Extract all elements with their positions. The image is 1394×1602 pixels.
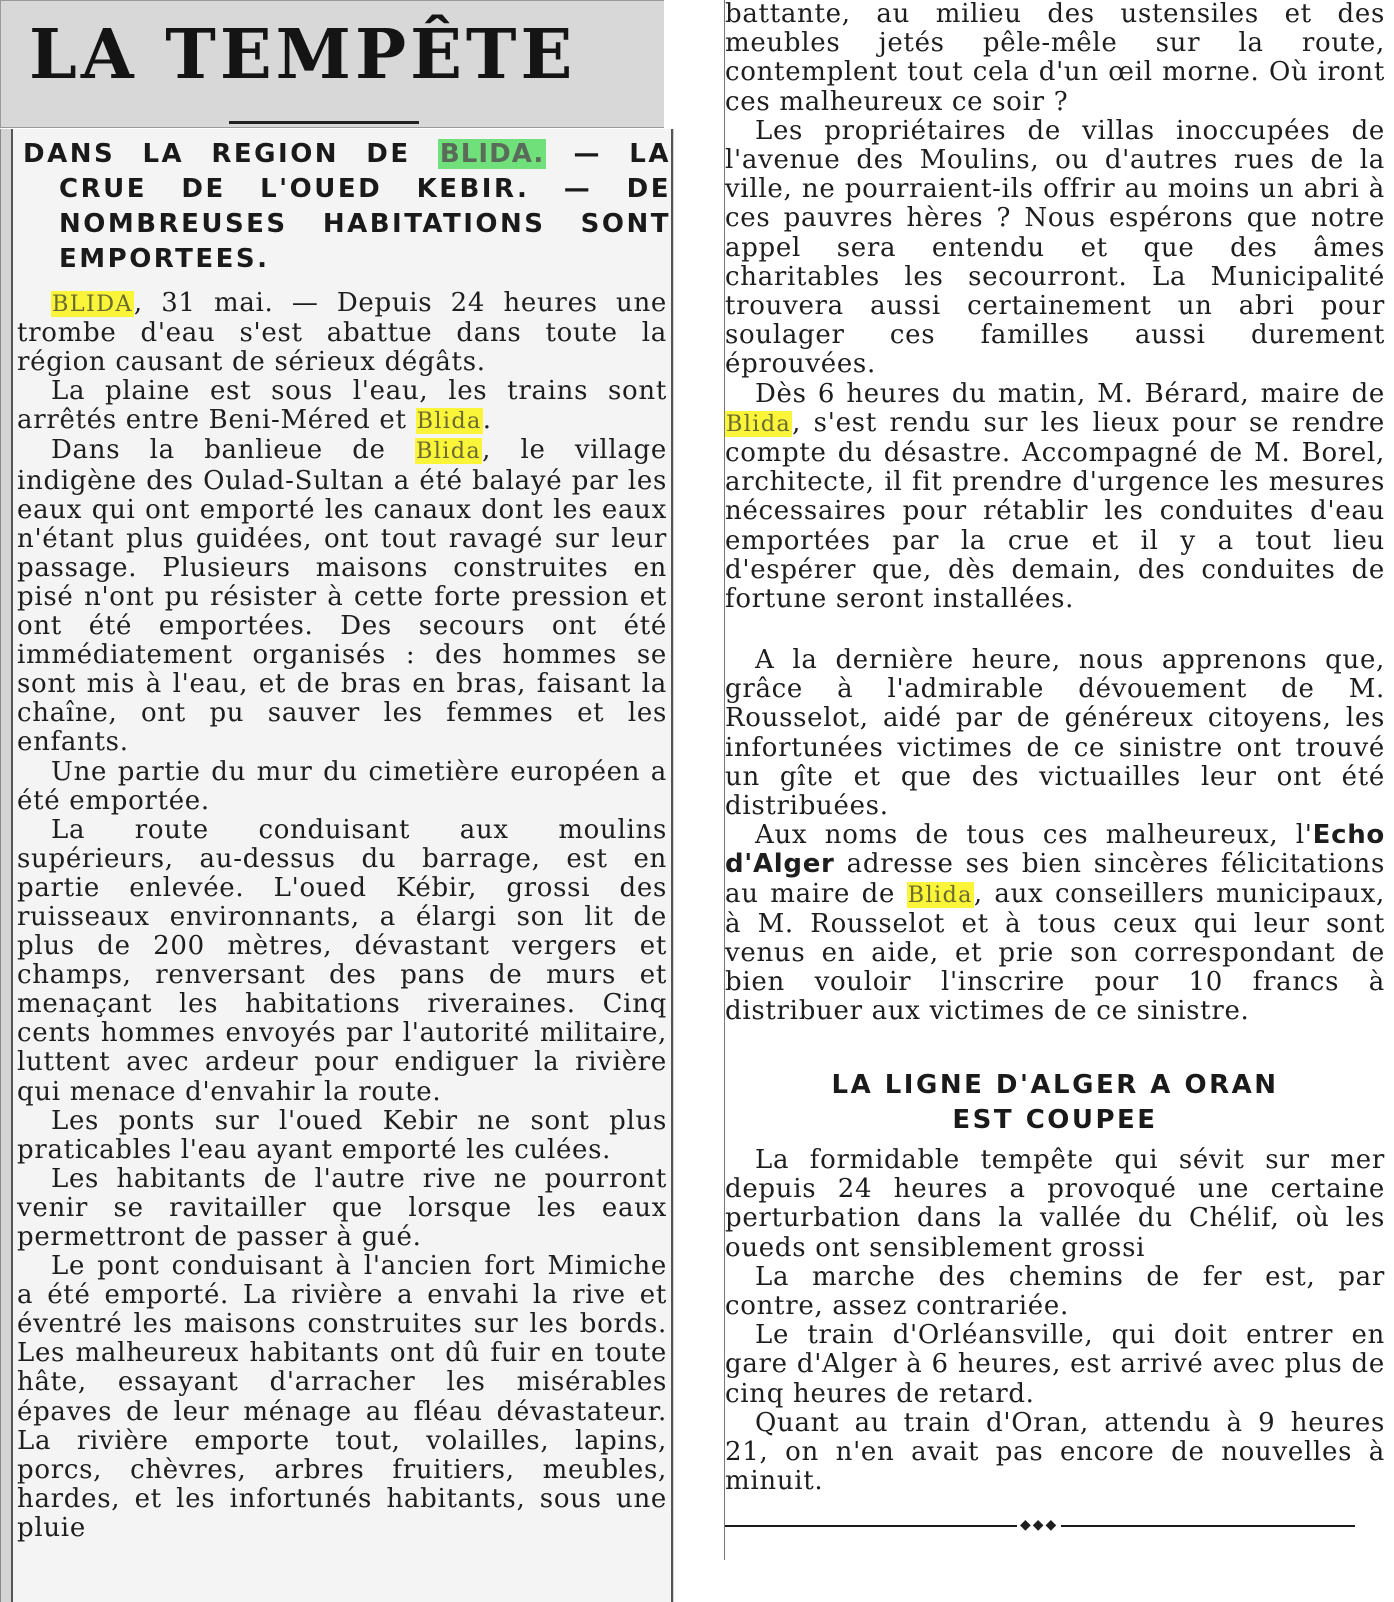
paragraph: La route conduisant aux moulins supérieurs, au-dessus du barrage, est en partie enlevée. L'oued Kébir, grossi des ruisseaux environnants, a élargi son lit de plus de 200 mètres, dévastant vergers et champs, renversant des pans de murs et menaçant les habitations riveraines. Cinq cents hommes envoyés par l'autorité militaire, luttent avec ardeur pour endiguer la rivière qui menace d'envahir la route. <box>17 814 667 1107</box>
paragraph <box>17 377 667 436</box>
paragraph-text: Dès 6 heures du matin, M. Bérard, maire de <box>755 378 1385 409</box>
paragraph: Les habitants de l'autre rive ne pourront venir se ravitailler que lorsque les eaux permettront de passer à gué. <box>17 1163 667 1252</box>
article1-headline-line-1 <box>23 137 671 172</box>
article1-body-right <box>725 0 1385 614</box>
place-highlight: Blida <box>907 881 973 908</box>
article2-headline <box>725 1068 1385 1138</box>
place-highlight: BLIDA <box>52 291 133 317</box>
paragraph-text: . <box>482 405 492 436</box>
article2-body <box>725 1146 1385 1496</box>
paragraph: La marche des chemins de fer est, par contre, assez contrariée. <box>725 1261 1385 1322</box>
end-of-article-rule <box>725 1517 1355 1533</box>
left-column-frame <box>0 129 674 1602</box>
paragraph-text: adresse ses bien sincères félicitations au maire de <box>725 849 1385 909</box>
paragraph-continuation: battante, au milieu des ustensiles et des meubles jetés pêle-mêle sur la route, contemplent tout cela d'un œil morne. Où iront ces malheureux ce soir ? <box>725 0 1385 117</box>
article1-headline-line-2: CRUE DE L'OUED KEBIR. — DE <box>59 174 671 204</box>
masthead-panel <box>0 0 664 128</box>
article1-late-news <box>725 646 1385 1027</box>
place-highlight: Blida <box>416 408 482 435</box>
article2-headline-line-1: LA LIGNE D'ALGER A ORAN <box>831 1070 1279 1100</box>
title-underline-rule <box>229 121 419 124</box>
left-column <box>11 129 673 1602</box>
article2-headline-line-2: EST COUPEE <box>952 1105 1158 1135</box>
headline-text: — LA <box>546 139 672 169</box>
paragraph-text: Dans la banlieue de <box>51 435 416 466</box>
paragraph: La formidable tempête qui sévit sur mer depuis 24 heures a provoqué une certaine perturbation dans la vallée du Chélif, où les oueds ont sensiblement grossi <box>725 1145 1385 1263</box>
paragraph-text: , 31 mai. — Depuis 24 heures une trombe d'eau s'est abattue dans toute la région causant de sérieux dégâts. <box>17 288 667 378</box>
paragraph-text: Aux noms de tous ces malheureux, l' <box>755 820 1313 851</box>
paragraph-text: , le village indigène des Oulad-Sultan a été balayé par les eaux qui ont emporté les canaux dont les eaux n'étant plus guidées, ont tout ravagé sur leur passage. Plusieurs maisons construites en pisé n'ont pu résister à cette forte pression et ont été emportées. Des secours ont été immédiatement organisés : des hommes se sont mis à l'eau, et de bras en bras, faisant la chaîne, ont pu sauver les femmes et les enfants. <box>17 435 667 758</box>
paragraph: Le train d'Orléansville, qui doit entrer en gare d'Alger à 6 heures, est arrivé avec plus de cinq heures de retard. <box>725 1320 1385 1409</box>
diamond-ornament-icon: ◆◆◆ <box>1017 1517 1061 1533</box>
article1-headline <box>23 137 671 277</box>
paragraph: A la dernière heure, nous apprenons que, grâce à l'admirable dévouement de M. Rousselot, aidé par de généreux citoyens, les infortunées victimes de ce sinistre ont trouvé un gîte et que des victuailles leur ont été distribuées. <box>725 645 1385 822</box>
paragraph <box>725 821 1385 1026</box>
article1-headline-line-3: NOMBREUSES HABITATIONS SONT <box>59 209 671 239</box>
right-column <box>724 0 1394 1560</box>
newspaper-name: Echo d'Alger <box>725 820 1385 880</box>
paragraph-text: , s'est rendu sur les lieux pour se rendre compte du désastre. Accompagné de M. Borel, architecte, il fit prendre d'urgence les mesures nécessaires pour rétablir les conduites d'eau emportées par la crue et il y a tout lieu d'espérer que, dès demain, des conduites de fortune seront installées. <box>725 407 1385 615</box>
masthead-title: LA TEMPÊTE <box>29 15 577 95</box>
paragraph <box>17 436 667 757</box>
headline-text: DANS LA REGION DE <box>23 139 438 169</box>
place-highlight: BLIDA. <box>439 139 545 169</box>
paragraph: Une partie du mur du cimetière européen a été emportée. <box>17 756 667 816</box>
paragraph <box>725 380 1385 615</box>
paragraph: Les propriétaires de villas inoccupées de l'avenue des Moulins, ou d'autres rues de la ville, ne pourraient-ils offrir au moins un abri à ces pauvres hères ? Nous espérons que notre appel sera entendu et que des âmes charitables les secourront. La Municipalité trouvera aussi certainement un abri pour soulager ces familles aussi durement éprouvées. <box>725 115 1385 380</box>
paragraph: Quant au train d'Oran, attendu à 9 heures 21, on n'en avait pas encore de nouvelles à minuit. <box>725 1407 1385 1497</box>
paragraph-text: , aux conseillers municipaux, à M. Rousselot et à tous ceux qui leur sont venus en aide, et prie son correspondant de bien vouloir l'inscrire pour 10 francs à distribuer aux victimes de ce sinistre. <box>725 878 1385 1027</box>
paragraph-text: La plaine est sous l'eau, les trains sont arrêtés entre Beni-Méred et <box>17 376 667 436</box>
paragraph: Les ponts sur l'oued Kebir ne sont plus praticables l'eau ayant emporté les culées. <box>17 1105 667 1165</box>
paragraph <box>17 289 667 377</box>
article1-body-left <box>17 289 667 1543</box>
place-highlight: Blida <box>416 438 482 465</box>
paragraph: Le pont conduisant à l'ancien fort Mimiche a été emporté. La rivière a envahi la rive et éventré les maisons construites sur les bords. Les malheureux habitants ont dû fuir en toute hâte, essayant d'arracher les misérables épaves de leur ménage au fléau dévastateur. La rivière emporte tout, volailles, lapins, porcs, chèvres, arbres fruitiers, meubles, hardes, et les infortunés habitants, sous une pluie <box>17 1251 667 1543</box>
article1-headline-line-4: EMPORTEES. <box>59 244 270 274</box>
place-highlight: Blida <box>726 410 792 437</box>
